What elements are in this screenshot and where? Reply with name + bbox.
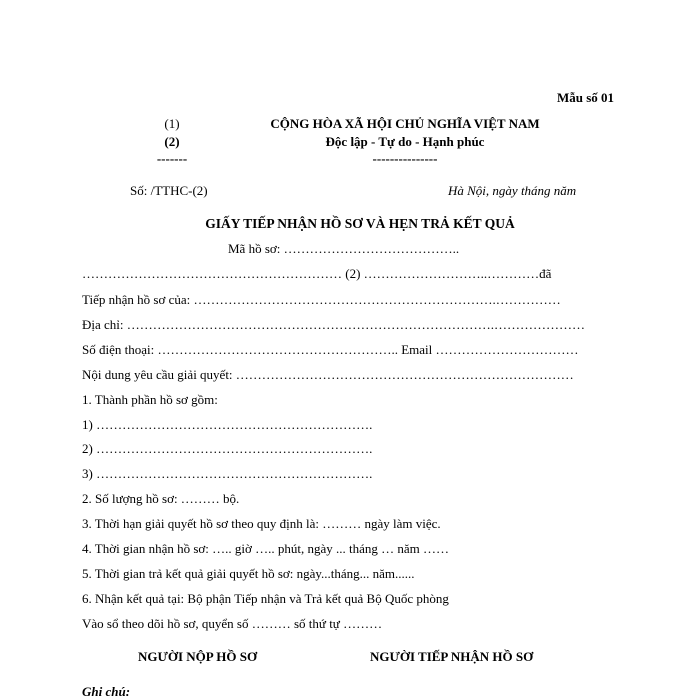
result-return-time-line: 5. Thời gian trả kết quả giải quyết hồ sơ: ngày...tháng... năm...... xyxy=(82,566,415,581)
dossier-item-3: 3) ………………………………………………………. xyxy=(82,466,373,481)
dossier-components-heading: 1. Thành phần hồ sơ gồm: xyxy=(82,392,218,407)
dossier-item-1: 1) ………………………………………………………. xyxy=(82,417,373,432)
file-code-line: Mã hồ sơ: ………………………………….. xyxy=(228,241,460,256)
agency-line-1: (1) xyxy=(164,116,180,131)
country-name: CỘNG HÒA XÃ HỘI CHỦ NGHĨA VIỆT NAM xyxy=(270,116,540,131)
note-label: Ghi chú: xyxy=(82,684,131,699)
document-number: Số: /TTHC-(2) xyxy=(130,183,208,198)
receiver-signature-label: NGƯỜI TIẾP NHẬN HỒ SƠ xyxy=(370,649,534,664)
result-location-line: 6. Nhận kết quả tại: Bộ phận Tiếp nhận và Trả kết quả Bộ Quốc phòng xyxy=(82,591,449,606)
dossier-quantity-line: 2. Số lượng hồ sơ: ……… bộ. xyxy=(82,491,240,506)
motto-divider: --------------- xyxy=(372,151,438,166)
processing-deadline-line: 3. Thời hạn giải quyết hồ sơ theo quy định là: ……… ngày làm việc. xyxy=(82,516,441,531)
agency-divider: ------- xyxy=(156,151,188,166)
place-and-date: Hà Nội, ngày tháng năm xyxy=(448,183,577,198)
received-from-line: Tiếp nhận hồ sơ của: …………………………………………………………….…………… xyxy=(82,292,561,307)
receipt-time-line: 4. Thời gian nhận hồ sơ: ….. giờ ….. phút, ngày ... tháng … năm …… xyxy=(82,541,450,556)
dossier-item-2: 2) ………………………………………………………. xyxy=(82,441,373,456)
form-number: Mẫu số 01 xyxy=(557,90,615,105)
agency-line-2: (2) xyxy=(164,134,180,149)
submitter-signature-label: NGƯỜI NỘP HỒ SƠ xyxy=(138,649,258,664)
document-title: GIẤY TIẾP NHẬN HỒ SƠ VÀ HẸN TRẢ KẾT QUẢ xyxy=(205,216,515,231)
national-motto: Độc lập - Tự do - Hạnh phúc xyxy=(325,134,485,149)
request-content-line: Nội dung yêu cầu giải quyết: …………………………………………………………………… xyxy=(82,367,574,382)
phone-email-line: Số điện thoại: ……………………………………………….. Email …………………………… xyxy=(82,342,579,357)
address-line: Địa chỉ: ………………………………………………………………………….………………… xyxy=(82,317,586,332)
register-entry-line: Vào sổ theo dõi hồ sơ, quyển số ……… số thứ tự ……… xyxy=(82,616,383,631)
agency-received-line: …………………………………………………… (2) ………………………..…………đã xyxy=(82,266,552,281)
